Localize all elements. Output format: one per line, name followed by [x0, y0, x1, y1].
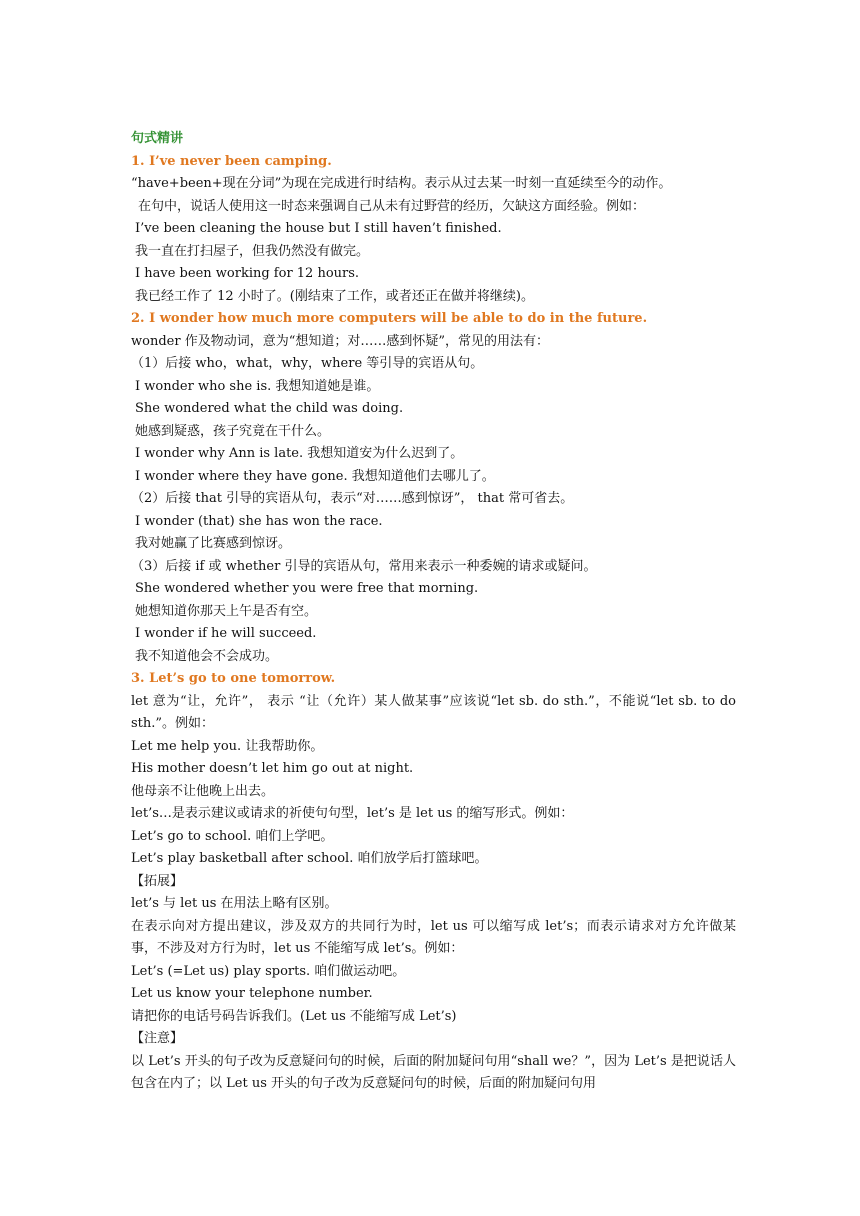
sec3-line: 请把你的电话号码告诉我们。(Let us 不能缩写成 Let’s) [131, 1008, 457, 1024]
sec3-line: Let me help you. 让我帮助你。 [131, 738, 324, 754]
sec2-line: I wonder (that) she has won the race. [135, 513, 383, 529]
sec1-line: “have+been+现在分词”为现在完成进行时结构。表示从过去某一时刻一直延续至今的动作。 [131, 176, 672, 191]
sec3-line: Let’s go to school. 咱们上学吧。 [131, 828, 334, 844]
sec1-line: 我一直在打扫屋子，但我仍然没有做完。 [135, 243, 370, 259]
section-title: 句式精讲 [131, 131, 184, 146]
sec3-line: His mother doesn’t let him go out at night. [131, 761, 414, 776]
sec3-line: let’s…是表示建议或请求的祈使句句型，let’s 是 let us 的缩写形式。例如： [131, 806, 574, 821]
sec3-paragraph: let 意为“让，允许”， 表示 “让（允许）某人做某事”应该说“let sb. do sth.”，不能说“let sb. to do sth.”。例如： [131, 693, 736, 731]
sec1-line: I have been working for 12 hours. [135, 266, 360, 281]
sec2-heading: 2. I wonder how much more computers will be able to do in the future. [131, 311, 648, 326]
sec2-line: I wonder why Ann is late. 我想知道安为什么迟到了。 [135, 446, 464, 461]
sec3-paragraph: 以 Let’s 开头的句子改为反意疑问句的时候，后面的附加疑问句用“shall we？”，因为 Let’s 是把说话人包含在内了；以 Let us 开头的句子改为反意疑问句的时候，后面的附加疑问句用 [131, 1053, 736, 1091]
sec3-heading: 3. Let’s go to one tomorrow. [131, 671, 336, 686]
sec2-line: 我对她赢了比赛感到惊讶。 [135, 536, 292, 551]
sec2-line: She wondered whether you were free that morning. [135, 581, 479, 596]
sec3-line: let’s 与 let us 在用法上略有区别。 [131, 896, 338, 911]
sec2-line: wonder 作及物动词，意为“想知道；对……感到怀疑”，常见的用法有： [131, 333, 549, 349]
sec2-line: 她想知道你那天上午是否有空。 [135, 603, 318, 619]
sec3-line: Let’s (=Let us) play sports. 咱们做运动吧。 [131, 963, 406, 979]
sec2-line: I wonder if he will succeed. [135, 626, 317, 641]
sec3-line: Let’s play basketball after school. 咱们放学后打篮球吧。 [131, 851, 488, 866]
sec2-line: She wondered what the child was doing. [135, 401, 404, 416]
sec2-line: （1）后接 who，what，why，where 等引导的宾语从句。 [131, 356, 484, 371]
sec3-line: 【拓展】 [131, 873, 184, 889]
sec2-line: 她感到疑惑，孩子究竟在干什么。 [135, 423, 331, 439]
sec2-line: I wonder where they have gone. 我想知道他们去哪儿了。 [135, 468, 495, 484]
sec1-line: I’ve been cleaning the house but I still haven’t finished. [135, 221, 502, 236]
sec1-heading: 1. I’ve never been camping. [131, 153, 332, 169]
sec3-paragraph: 在表示向对方提出建议，涉及双方的共同行为时，let us 可以缩写成 let’s；而表示请求对方允许做某事，不涉及对方行为时，let us 不能缩写成 let’s。例如： [131, 918, 736, 956]
sec2-line: （2）后接 that 引导的宾语从句，表示“对……感到惊讶”， that 常可省去。 [131, 491, 574, 506]
sec3-line: Let us know your telephone number. [131, 986, 373, 1001]
sec3-line: 他母亲不让他晚上出去。 [131, 783, 275, 799]
sec2-line: 我不知道他会不会成功。 [135, 648, 279, 664]
document-page [131, 128, 736, 1096]
sec2-line: I wonder who she is. 我想知道她是谁。 [135, 378, 380, 394]
sec1-line: 在句中，说话人使用这一时态来强调自己从未有过野营的经历，欠缺这方面经验。例如： [138, 198, 646, 214]
sec2-line: （3）后接 if 或 whether 引导的宾语从句，常用来表示一种委婉的请求或疑问。 [131, 558, 597, 574]
sec3-line: 【注意】 [131, 1031, 184, 1046]
sec1-line: 我已经工作了 12 小时了。(刚结束了工作，或者还正在做并将继续)。 [135, 288, 534, 304]
